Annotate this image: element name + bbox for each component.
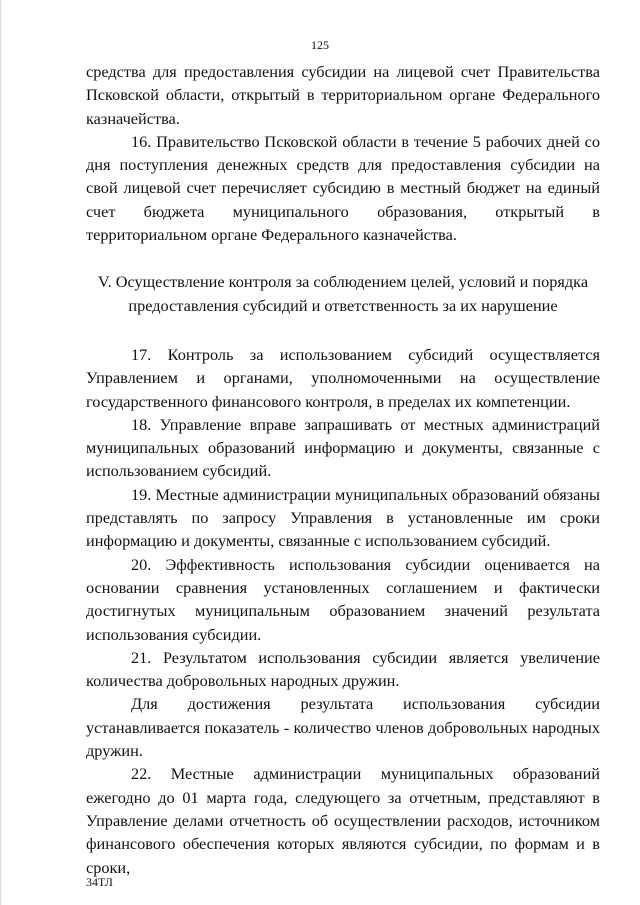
page-number: 125 <box>311 38 329 52</box>
paragraph-22: 22. Местные администрации муниципальных образований ежегодно до 01 марта года, следующего за отчетным, представляют в Управление делами отчетность об осуществлении расходов, источником финансового обеспечения которых являются субсидии, по формам и в сроки, <box>86 764 600 877</box>
paragraph-17: 17. Контроль за использованием субсидий осуществляется Управлением и органами, уполномоченными на осуществление государственного финансового контроля, в пределах их компетенции. <box>86 344 600 411</box>
paragraph-continuation: средства для предоставления субсидии на лицевой счет Правительства Псковской области, открытый в территориальном органе Федерального казначейства. <box>86 62 600 128</box>
page-edge <box>0 0 2 905</box>
paragraph-16: 16. Правительство Псковской области в течение 5 рабочих дней со дня поступления денежных средств для предоставления субсидии на свой лицевой счет перечисляет субсидию в местный бюджет на единый счет бюджета муниципального образования, открытый в территориальном органе Федерального казначейства. <box>86 131 600 245</box>
paragraph-21: 21. Результатом использования субсидии является увеличение количества добровольных народных дружин. <box>86 647 600 691</box>
footer-code: 34ТЛ <box>86 875 113 889</box>
paragraph-21-indicator: Для достижения результата использования субсидии устанавливается показатель - количество членов добровольных народных дружин. <box>86 694 600 761</box>
paragraph-18: 18. Управление вправе запрашивать от местных администраций муниципальных образований информацию и документы, связанные с использованием субсидий. <box>86 414 600 481</box>
document-body <box>86 60 600 879</box>
paragraph-19: 19. Местные администрации муниципальных образований обязаны представлять по запросу Управления в установленные им сроки информацию и документы, связанные с использованием субсидий. <box>86 484 600 551</box>
paragraph-20: 20. Эффективность использования субсидии оценивается на основании сравнения установленных соглашением и фактически достигнутых муниципальным образованием значений результата использования субсидии. <box>86 554 600 644</box>
section-heading: V. Осуществление контроля за соблюдением целей, условий и порядка предоставления субсидий и ответственность за их нарушение <box>97 272 589 315</box>
